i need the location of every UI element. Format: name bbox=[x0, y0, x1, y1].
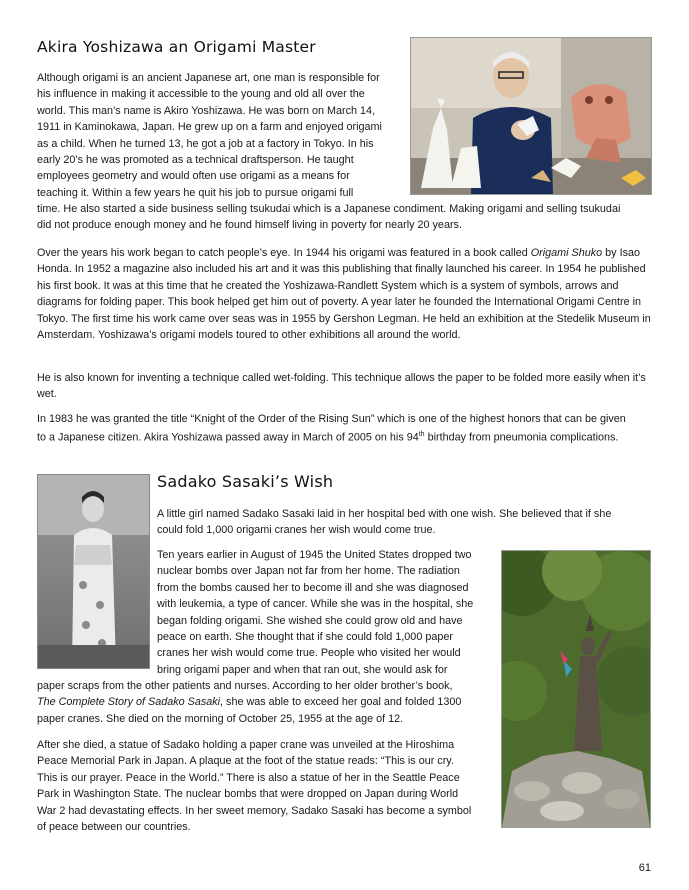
sadako-paragraph-3 bbox=[37, 737, 497, 835]
text-line: A little girl named Sadako Sasaki laid in her hospital bed with one wish. She believed that if she bbox=[157, 508, 612, 520]
text-run: , she was able to exceed her goal and folded 1300 bbox=[220, 696, 462, 709]
text-run: Over the years his work began to catch people’s eye. In 1944 his origami was featured in a book called bbox=[37, 247, 531, 259]
text-line: world. This man’s name is Akiro Yoshizawa. He was born on March 14, bbox=[37, 104, 376, 117]
text-run: In 1983 he was granted the title “Knight of the Order of the Rising Sun” which is one of the highest honors that can be given to a Japanese citizen. Akira Yoshizawa passed away in March of 2005 on his 94 bbox=[37, 413, 626, 444]
section-title-yoshizawa: Akira Yoshizawa an Origami Master bbox=[37, 38, 316, 56]
section-title-sadako: Sadako Sasaki’s Wish bbox=[157, 472, 334, 491]
text-line: War 2 had devastating effects. In her sweet memory, Sadako Sasaki has become a symbol bbox=[37, 804, 472, 817]
text-line: bring origami paper and when that ran out, she would ask for bbox=[157, 663, 448, 676]
text-line: began folding origami. She wished she could grow old and have bbox=[157, 614, 463, 627]
text-line: Peace Memorial Park in Japan. A plaque at the foot of the statue reads: “This is our cry. bbox=[37, 755, 454, 768]
yoshizawa-paragraph-4 bbox=[37, 411, 637, 446]
yoshizawa-photo bbox=[410, 37, 652, 195]
text-line: Park in Washington State. The nuclear bombs that were dropped on Japan during World bbox=[37, 788, 459, 801]
sadako-paragraph-2 bbox=[157, 547, 497, 678]
text-line: early 20’s he was promoted as a technical draftsperson. He taught bbox=[37, 154, 354, 167]
text-line: paper scraps from the other patients and nurses. According to her older brother’s book, bbox=[37, 680, 453, 692]
text-line: After she died, a statue of Sadako holding a paper crane was unveiled at the Hiroshima bbox=[37, 739, 455, 751]
text-line: as a child. When he turned 13, he got a job at a factory in Tokyo. In his bbox=[37, 137, 374, 150]
page-number: 61 bbox=[638, 862, 651, 874]
yoshizawa-paragraph-1 bbox=[37, 70, 405, 201]
text-line: his influence in making it accessible to the young and old all over the bbox=[37, 88, 365, 101]
text-line: Although origami is an ancient Japanese art, one man is responsible for bbox=[37, 72, 380, 84]
text-line bbox=[37, 694, 497, 710]
text-line: peace on earth. She thought that if she could fold 1,000 paper bbox=[157, 631, 453, 644]
text-line: This is our prayer. Peace in the World.” There is also a statue of her in the Seattle Peace bbox=[37, 771, 460, 784]
text-line: employees geometry and would often use origami as a means for bbox=[37, 170, 350, 183]
yoshizawa-paragraph-3: He is also known for inventing a technique called wet-folding. This technique allows the paper to be folded more easily when it’s wet. bbox=[37, 372, 646, 401]
book-title: Origami Shuko bbox=[530, 247, 603, 259]
text-line: of peace between our countries. bbox=[37, 821, 191, 834]
book-title: The Complete Story of Sadako Sasaki bbox=[37, 696, 221, 709]
sadako-statue-photo bbox=[501, 550, 651, 828]
text-run: by Isao Honda. In 1952 a magazine also included his art and it was this publishing that finally launched his career. In 1954 he published his first book. It was at this time that he created the Yoshizawa-Randlett System which is a system of symbols, arrows and diagrams for folding paper. This book helped get him out of poverty. A year later he founded the International Origami Centre in Tokyo. The first time his work came over seas was in 1955 by Gershon Legman. He held an exhibition at the Stedelik Museum in Amsterdam. Yoshizawa’s origami models toured to other exhibitions all around the world. bbox=[37, 247, 651, 342]
text-line: from the bombs caused her to become ill and she was diagnosed bbox=[157, 581, 469, 594]
text-line: teaching it. Within a few years he quit his job to pursue origami full bbox=[37, 186, 354, 199]
text-run: birthday from pneumonia complications. bbox=[424, 432, 619, 444]
text-line: could fold 1,000 origami cranes her wish would come true. bbox=[157, 524, 436, 537]
text-line: cranes her wish would come true. People who visited her would bbox=[157, 647, 461, 660]
text-line: 1911 in Kaminokawa, Japan. He grew up on a farm and enjoyed origami bbox=[37, 121, 382, 134]
yoshizawa-paragraph-1-continued bbox=[37, 201, 657, 234]
superscript: th bbox=[418, 431, 425, 439]
sadako-photo bbox=[37, 474, 150, 669]
sadako-paragraph-2-continued bbox=[37, 678, 497, 727]
sadako-paragraph-1 bbox=[157, 506, 657, 539]
text-line: nuclear bombs over Japan not far from her home. The radiation bbox=[157, 565, 460, 578]
yoshizawa-paragraph-2 bbox=[37, 245, 652, 343]
text-line: with leukemia, a type of cancer. While she was in the hospital, she bbox=[157, 598, 474, 611]
text-line: paper cranes. She died on the morning of October 25, 1955 at the age of 12. bbox=[37, 712, 404, 725]
text-line: Ten years earlier in August of 1945 the United States dropped two bbox=[157, 549, 472, 561]
text-line: time. He also started a side business selling tsukudai which is a Japanese condiment. Making origami and selling tsukudai bbox=[37, 203, 621, 215]
text-line: did not produce enough money and he found himself living in poverty for nearly 20 years. bbox=[37, 219, 462, 232]
